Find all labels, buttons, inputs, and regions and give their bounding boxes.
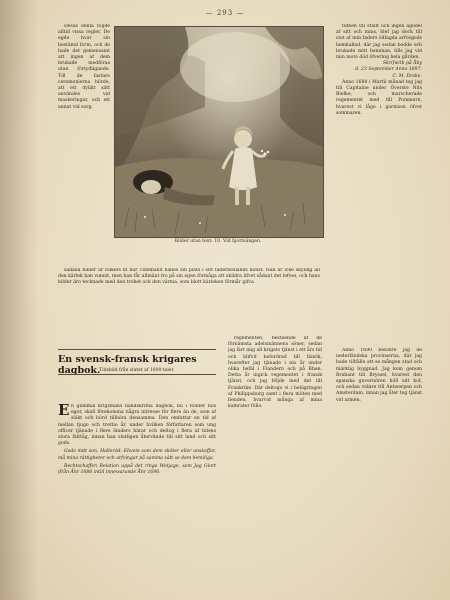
paragraph: Anno 1690 besökte jag de nederländska provinserna, där jag hade tillfälle att se mången stad och märklig byggnad. Jag kom genom Brabant till Bryssel, hvarest den spanska guvernören höll sitt hof, och sedan vidare till Antwerpen och Amsterdam, innan jag åter tog tjänst vid armén. [336, 348, 422, 403]
text-column-left-top [58, 24, 110, 268]
paragraph: tidhen uti ställt och ingen ägodel af sitt och mins, blef jag dock till slut af min faders ödlagda arfvegods hemkallad, där jag sedan bodde och brukade mitt hemman, tills jag vid min mors död öfvertog hela gården. [336, 24, 422, 61]
figure-caption: Bilder utan text: 10. Vid hjortsängen. [174, 239, 262, 244]
engraving-illustration [114, 26, 324, 238]
headline-rule-bottom [58, 374, 216, 375]
text-column-right-bottom [336, 348, 422, 598]
headline-rule-top [58, 349, 216, 350]
paragraph: regementen, bestående af de förnämsta adelsmännens söner, sedan jag lärt mig all krigets tjänst i ett års tid och blifvit befordrad till fänrik, hvarefter jag tjänade i nio år under olika befäl i Flandern och på Rhen. Detta år ingick regementet i fransk tjänst, och jag följde med det till Frankrike. Där deltogo vi i belägringen af Philippsburg samt i flera möten med fienden, hvarvid många af mina kamrater föllo. [228, 336, 322, 410]
article-subheadline: Tidsbild från slutet af 1600-talet. [99, 368, 175, 373]
text-column-span [58, 268, 320, 342]
diary-title-note: Rechtschaffen Relation uppå det ringa Wetjage, som Jag Giort ifrån Åhr 1688 intill innewarande Åhr 1696. [58, 463, 216, 476]
page-gutter-shadow [0, 0, 38, 600]
article-headline: En svensk-fransk krigares dagbok. [58, 354, 197, 376]
page-number: — 293 — [205, 9, 245, 17]
signature-place: Skrifwith på Åby [383, 61, 422, 67]
signature-date: d. 23 September Anno 1697. [355, 67, 422, 73]
text-column-right-top [336, 24, 422, 348]
paragraph: sådana bilder ur folkets lif hur Tidemand hålles sin plats i sitt fäderneslands konst. Han är icke skyldig all den kärlek han vunnit, men han får allmänt tro på sin egen förmåga att skildra lifvet sådant det lefves, och hans bilder äro tecknade med den trohet och den värma, som blott kärleken förmår gifva. [58, 268, 320, 286]
paragraph: Dessa enkla följde alltid vissa regler. De egde hvar sin bestämd form, och de hade det gemensamt att ingen af dem brukade medföras utan förtydligande. Till de fastare ceremonierna hörde, att ett dylikt sätt användes vid maskeringar, och ett annat vid sorg. [58, 24, 110, 110]
signature-name: C. M. Drake. [392, 73, 422, 79]
text-column-middle-bottom [228, 336, 322, 598]
text-column-article [58, 404, 216, 598]
paragraph: n gammal krigsmans handskrifna dagbok, nu i fonder hos egor, skall förekomma några intresse för flere än de, som af släkt och börd tillhöra densamma. Den omfattar en tid af mellan tjugo och trettio år, under hvilken författaren som ung officer tjänade i flere länders härar och deltog i flera af tidens stora fälttåg, innan han slutligen återvände till sitt land och sitt gods. [58, 404, 216, 447]
quoted-note: Gods mitt son, Halleröd: Ehvem som dem sköter eller anskaffar, må mina rättigheter och arfvingar på samma sätt se dem hemiliga. [58, 449, 216, 461]
drop-cap: E [58, 404, 70, 419]
paragraph: Anno 1688 i Martii månad tog jag till Capitaine under Överste Nils Bielke, och marscherade regementet med till Pommern, hvarest vi lågo i garnison öfver sommaren. [336, 79, 422, 116]
engraving-children-in-meadow-icon [115, 27, 323, 237]
